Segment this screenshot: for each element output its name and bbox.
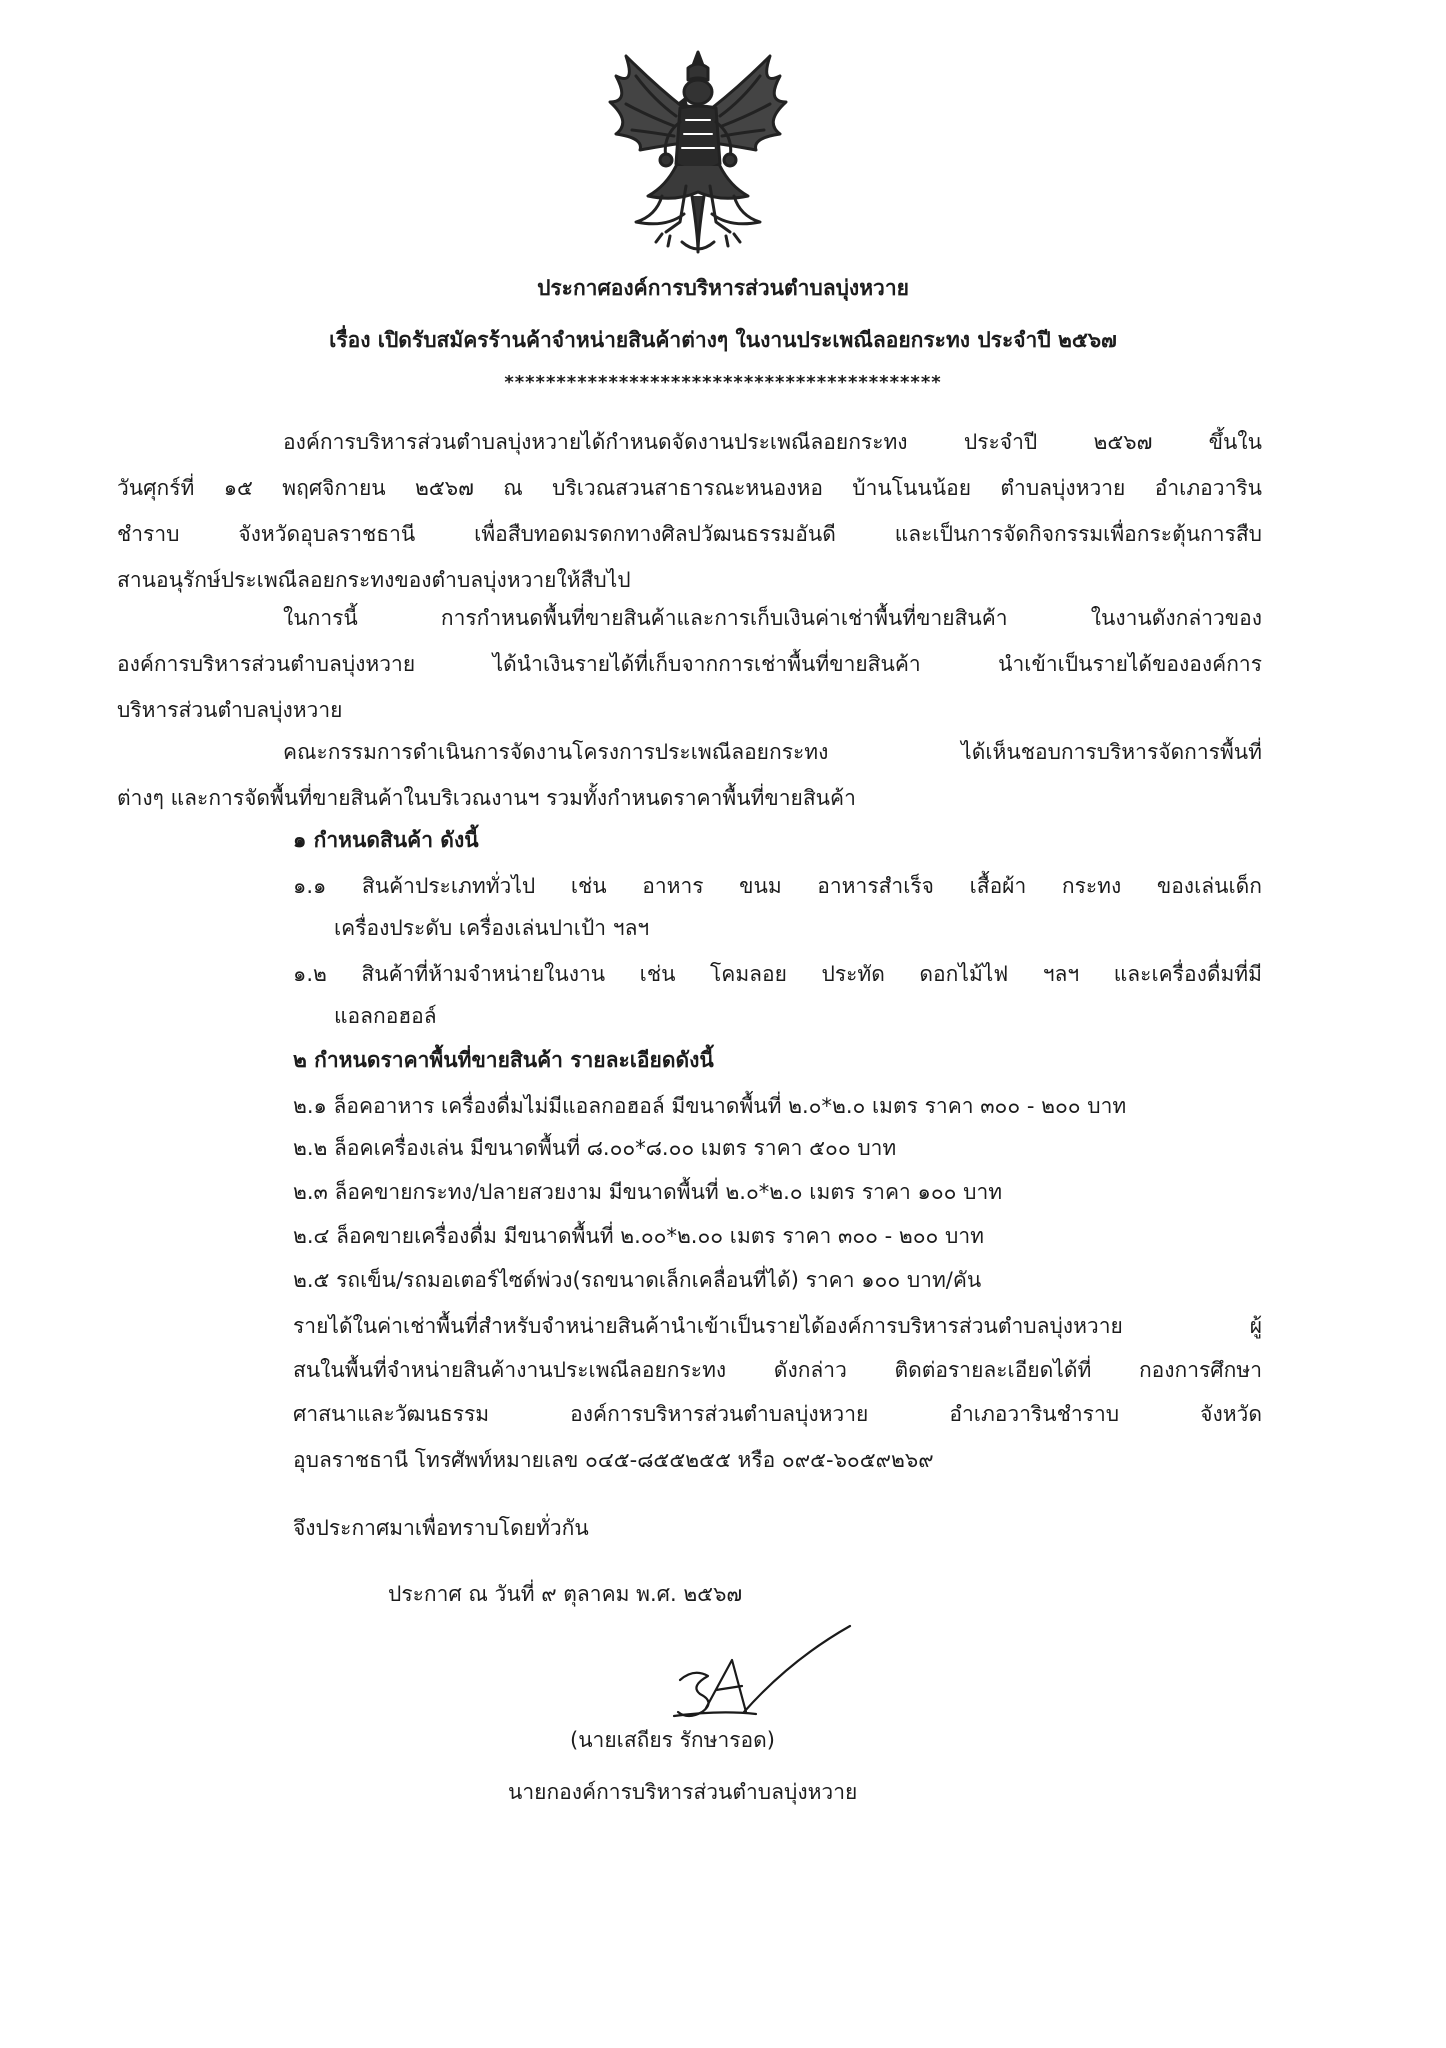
- paragraph-4-line: อุบลราชธานี โทรศัพท์หมายเลข ๐๔๕-๘๕๕๒๕๕ หรือ ๐๙๕-๖๐๕๙๒๖๙: [293, 1448, 934, 1472]
- paragraph-3-line: ต่างๆ และการจัดพื้นที่ขายสินค้าในบริเวณงานฯ รวมทั้งกำหนดราคาพื้นที่ขายสินค้า: [117, 786, 856, 810]
- paragraph-1-line: สานอนุรักษ์ประเพณีลอยกระทงของตำบลบุ่งหวายให้สืบไป: [117, 568, 631, 592]
- paragraph-2-line: บริหารส่วนตำบลบุ่งหวาย: [117, 698, 343, 722]
- section-1-item: เครื่องประดับ เครื่องเล่นปาเป้า ฯลฯ: [334, 916, 650, 940]
- price-item: ๒.๒ ล็อคเครื่องเล่น มีขนาดพื้นที่ ๘.๐๐*๘.๐๐ เมตร ราคา ๕๐๐ บาท: [293, 1136, 897, 1160]
- paragraph-4-line: ศาสนาและวัฒนธรรม องค์การบริหารส่วนตำบลบุ่งหวาย อำเภอวารินชำราบ จังหวัด: [293, 1402, 1262, 1426]
- section-1-item: แอลกอฮอล์: [334, 1004, 437, 1028]
- paragraph-4-line: รายได้ในค่าเช่าพื้นที่สำหรับจำหน่ายสินค้านำเข้าเป็นรายได้องค์การบริหารส่วนตำบลบุ่งหวาย ผู้: [293, 1314, 1262, 1338]
- signer-position: นายกองค์การบริหารส่วนตำบลบุ่งหวาย: [508, 1780, 858, 1804]
- garuda-emblem-icon: [596, 46, 800, 258]
- price-item: ๒.๓ ล็อคขายกระทง/ปลายสวยงาม มีขนาดพื้นที่ ๒.๐*๒.๐ เมตร ราคา ๑๐๐ บาท: [293, 1180, 1003, 1204]
- announcement-date: ประกาศ ณ วันที่ ๙ ตุลาคม พ.ศ. ๒๕๖๗: [388, 1582, 743, 1606]
- paragraph-2-line: องค์การบริหารส่วนตำบลบุ่งหวาย ได้นำเงินรายได้ที่เก็บจากการเช่าพื้นที่ขายสินค้า นำเข้าเป็นรายได้ขององค์การ: [117, 652, 1262, 676]
- signature-icon: [660, 1620, 860, 1730]
- section-2-heading: ๒ กำหนดราคาพื้นที่ขายสินค้า รายละเอียดดังนี้: [293, 1048, 714, 1072]
- paragraph-4-line: สนในพื้นที่จำหน่ายสินค้างานประเพณีลอยกระทง ดังกล่าว ติดต่อรายละเอียดได้ที่ กองการศึกษา: [293, 1358, 1262, 1382]
- paragraph-1-line: ชำราบ จังหวัดอุบลราชธานี เพื่อสืบทอดมรดกทางศิลปวัฒนธรรมอันดี และเป็นการจัดกิจกรรมเพื่อกระตุ้นการสืบ: [117, 522, 1262, 546]
- section-1-item: ๑.๑ สินค้าประเภททั่วไป เช่น อาหาร ขนม อาหารสำเร็จ เสื้อผ้า กระทง ของเล่นเด็ก: [293, 874, 1262, 898]
- paragraph-2-line: ในการนี้ การกำหนดพื้นที่ขายสินค้าและการเก็บเงินค่าเช่าพื้นที่ขายสินค้า ในงานดังกล่าวของ: [283, 606, 1262, 630]
- section-1-item: ๑.๒ สินค้าที่ห้ามจำหน่ายในงาน เช่น โคมลอย ประทัด ดอกไม้ไฟ ฯลฯ และเครื่องดื่มที่มี: [293, 962, 1262, 986]
- price-item: ๒.๑ ล็อคอาหาร เครื่องดื่มไม่มีแอลกอฮอล์ มีขนาดพื้นที่ ๒.๐*๒.๐ เมตร ราคา ๓๐๐ - ๒๐๐ บาท: [293, 1094, 1127, 1118]
- paragraph-3-line: คณะกรรมการดำเนินการจัดงานโครงการประเพณีลอยกระทง ได้เห็นชอบการบริหารจัดการพื้นที่: [283, 740, 1262, 764]
- signer-name: (นายเสถียร รักษารอด): [570, 1728, 775, 1752]
- price-item: ๒.๕ รถเข็น/รถมอเตอร์ไซด์พ่วง(รถขนาดเล็กเคลื่อนที่ได้) ราคา ๑๐๐ บาท/คัน: [293, 1268, 982, 1292]
- paragraph-1-line: องค์การบริหารส่วนตำบลบุ่งหวายได้กำหนดจัดงานประเพณีลอยกระทง ประจำปี ๒๕๖๗ ขึ้นใน: [283, 430, 1262, 454]
- announcement-subject: เรื่อง เปิดรับสมัครร้านค้าจำหน่ายสินค้าต่างๆ ในงานประเพณีลอยกระทง ประจำปี ๒๕๖๗: [329, 328, 1117, 352]
- title-separator: ******************************************: [504, 372, 942, 393]
- paragraph-1-line: วันศุกร์ที่ ๑๕ พฤศจิกายน ๒๕๖๗ ณ บริเวณสวนสาธารณะหนองหอ บ้านโนนน้อย ตำบลบุ่งหวาย อำเภอวาริน: [117, 476, 1262, 500]
- announcement-title: ประกาศองค์การบริหารส่วนตำบลบุ่งหวาย: [537, 276, 909, 300]
- section-1-heading: ๑ กำหนดสินค้า ดังนี้: [293, 828, 479, 852]
- price-item: ๒.๔ ล็อคขายเครื่องดื่ม มีขนาดพื้นที่ ๒.๐๐*๒.๐๐ เมตร ราคา ๓๐๐ - ๒๐๐ บาท: [293, 1224, 985, 1248]
- closing-text: จึงประกาศมาเพื่อทราบโดยทั่วกัน: [293, 1516, 589, 1540]
